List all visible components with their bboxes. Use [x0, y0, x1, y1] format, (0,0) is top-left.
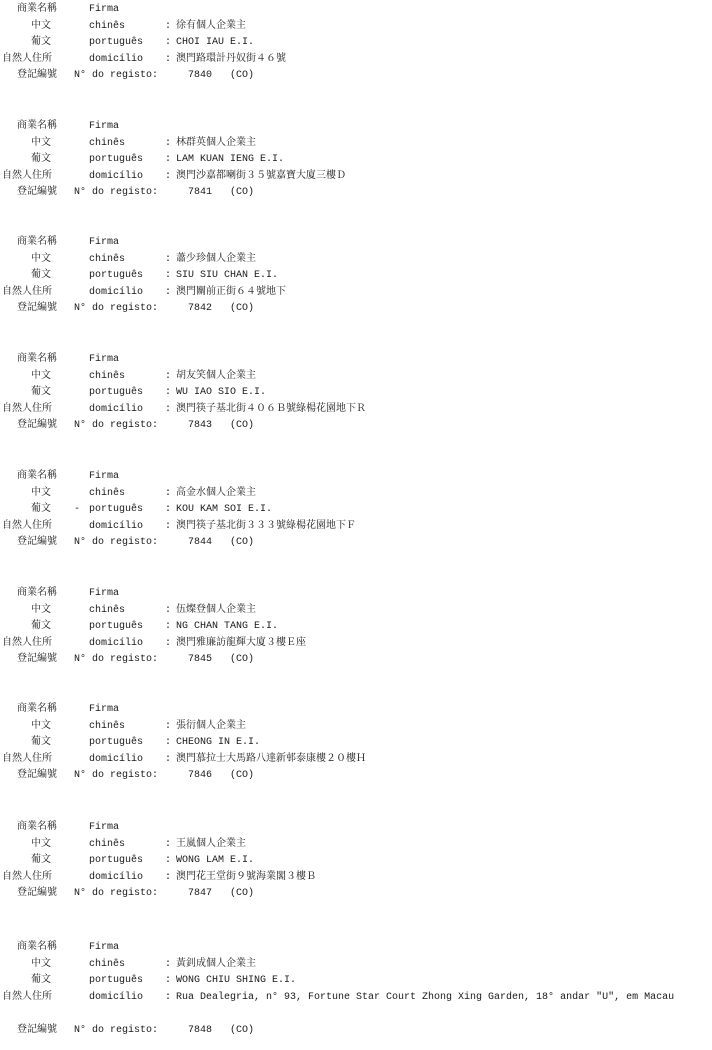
- chines-label-pt: chinês: [89, 137, 126, 149]
- colon: :: [165, 621, 172, 633]
- firma-label-pt: Firma: [89, 822, 120, 833]
- chinese-name-value: 徐有個人企業主: [176, 20, 246, 32]
- portuguese-name-row: [0, 35, 712, 52]
- registo-label-pt: N° do registo:: [74, 537, 159, 549]
- firma-label-zh: 商業名稱: [17, 704, 57, 715]
- reg-code: (CO): [230, 888, 255, 900]
- reg-number: 7847: [188, 888, 213, 900]
- firma-row: [0, 586, 712, 603]
- portuguese-name-row: [0, 735, 712, 752]
- registo-label-pt: N° do registo:: [74, 187, 159, 199]
- colon: :: [165, 753, 172, 765]
- registo-label-zh: 登記編號: [17, 770, 57, 782]
- registry-record: [0, 469, 712, 552]
- domicile-value: 澳門關前正街６４號地下: [176, 286, 286, 298]
- registo-label-zh: 登記編號: [17, 303, 57, 315]
- domicile-value: 澳門雅廉訪龍輝大廈３樓Ｅ座: [176, 637, 306, 649]
- registo-label-zh: 登記編號: [17, 537, 57, 549]
- chinese-name-row: [0, 19, 712, 36]
- domicilio-label-zh: 自然人住所: [2, 403, 52, 415]
- registo-label-pt: N° do registo:: [74, 420, 159, 432]
- firma-label-pt: Firma: [89, 4, 120, 15]
- portugues-label-pt: português: [89, 621, 144, 633]
- firma-label-pt: Firma: [89, 121, 120, 132]
- colon: :: [165, 270, 172, 282]
- domicilio-label-pt: domicílio: [89, 991, 144, 1003]
- portugues-label-zh: 葡文: [31, 855, 51, 867]
- chinese-name-value: 張衍個人企業主: [176, 720, 246, 732]
- chinese-name-row: [0, 603, 712, 620]
- registry-record: [0, 235, 712, 318]
- chinese-name-row: [0, 837, 712, 854]
- firma-row: [0, 820, 712, 837]
- chines-label-zh: 中文: [31, 958, 51, 970]
- portuguese-name-value: LAM KUAN IENG E.I.: [176, 154, 285, 166]
- firma-row: [0, 469, 712, 486]
- firma-label-zh: 商業名稱: [17, 237, 57, 248]
- chinese-name-value: 王嵐個人企業主: [176, 838, 246, 850]
- reg-number: 7844: [188, 537, 213, 549]
- domicile-row: [0, 636, 712, 653]
- colon: :: [165, 871, 172, 883]
- chinese-name-value: 高金水個人企業主: [176, 487, 256, 499]
- domicilio-label-pt: domicílio: [89, 520, 144, 532]
- chinese-name-row: [0, 719, 712, 736]
- domicile-value: 澳門筷子基北街３３３號綠楊花園地下Ｆ: [176, 520, 356, 532]
- firma-row: [0, 235, 712, 252]
- domicilio-label-pt: domicílio: [89, 637, 144, 649]
- firma-label-zh: 商業名稱: [17, 4, 57, 15]
- domicilio-label-pt: domicílio: [89, 403, 144, 415]
- domicilio-label-zh: 自然人住所: [2, 991, 52, 1003]
- firma-label-pt: Firma: [89, 942, 120, 953]
- domicilio-label-zh: 自然人住所: [2, 871, 52, 883]
- firma-row: [0, 352, 712, 369]
- registo-row: [0, 652, 712, 669]
- registo-label-pt: N° do registo:: [74, 888, 159, 900]
- colon: :: [165, 838, 172, 850]
- chinese-name-value: 胡友笑個人企業主: [176, 370, 256, 382]
- chines-label-pt: chinês: [89, 20, 126, 32]
- chines-label-zh: 中文: [31, 20, 51, 32]
- portuguese-name-value: WONG CHIU SHING E.I.: [176, 975, 297, 987]
- colon: :: [165, 487, 172, 499]
- registry-record: [0, 586, 712, 669]
- reg-code: (CO): [230, 537, 255, 549]
- domicilio-label-zh: 自然人住所: [2, 286, 52, 298]
- colon: :: [165, 637, 172, 649]
- domicilio-label-zh: 自然人住所: [2, 520, 52, 532]
- domicile-value: 澳門沙嘉都喇街３５號嘉寶大廈三樓Ｄ: [176, 170, 346, 182]
- portuguese-name-row: [0, 268, 712, 285]
- registo-label-pt: N° do registo:: [74, 303, 159, 315]
- reg-number: 7842: [188, 303, 213, 315]
- firma-label-zh: 商業名稱: [17, 121, 57, 132]
- registry-record: [0, 119, 712, 202]
- domicile-value: 澳門路環計丹奴街４６號: [176, 53, 286, 65]
- portuguese-name-value: CHEONG IN E.I.: [176, 737, 261, 749]
- firma-row: [0, 119, 712, 136]
- portuguese-name-row: [0, 619, 712, 636]
- portuguese-name-value: WU IAO SIO E.I.: [176, 387, 267, 399]
- registo-label-zh: 登記編號: [17, 187, 57, 199]
- colon: :: [165, 37, 172, 49]
- portugues-label-pt: português: [89, 37, 144, 49]
- domicile-row: [0, 169, 712, 186]
- registo-row: [0, 535, 712, 552]
- firma-label-pt: Firma: [89, 237, 120, 248]
- portugues-label-pt: português: [89, 154, 144, 166]
- colon: :: [165, 504, 172, 516]
- reg-number: 7846: [188, 770, 213, 782]
- registo-label-zh: 登記編號: [17, 420, 57, 432]
- reg-code: (CO): [230, 70, 255, 82]
- chinese-name-row: [0, 486, 712, 503]
- colon: :: [165, 20, 172, 32]
- chines-label-pt: chinês: [89, 487, 126, 499]
- portuguese-name-row: [0, 973, 712, 990]
- firma-row: [0, 940, 712, 957]
- reg-code: (CO): [230, 303, 255, 315]
- reg-number: 7845: [188, 654, 213, 666]
- registo-row: [0, 886, 712, 903]
- chinese-name-value: 黃釗成個人企業主: [176, 958, 256, 970]
- portugues-label-zh: 葡文: [31, 154, 51, 166]
- registry-record: [0, 2, 712, 85]
- domicilio-label-zh: 自然人住所: [2, 637, 52, 649]
- chinese-name-value: 蕭少珍個人企業主: [176, 253, 256, 265]
- registo-label-zh: 登記編號: [17, 1024, 57, 1036]
- reg-number: 7848: [188, 1024, 213, 1036]
- registo-label-zh: 登記編號: [17, 654, 57, 666]
- colon: :: [165, 170, 172, 182]
- portugues-label-pt: português: [89, 855, 144, 867]
- chines-label-zh: 中文: [31, 253, 51, 265]
- registry-record: [0, 820, 712, 903]
- domicile-row: [0, 752, 712, 769]
- registo-row: [0, 768, 712, 785]
- firma-label-zh: 商業名稱: [17, 942, 57, 953]
- reg-code: (CO): [230, 1024, 255, 1036]
- chines-label-zh: 中文: [31, 370, 51, 382]
- registo-row: [0, 68, 712, 85]
- chinese-name-row: [0, 957, 712, 974]
- chinese-name-value: 伍燦登個人企業主: [176, 604, 256, 616]
- domicile-row: [0, 402, 712, 419]
- domicile-value: 澳門慕拉士大馬路八達新邨泰康樓２０樓Ｈ: [176, 753, 366, 765]
- chines-label-pt: chinês: [89, 370, 126, 382]
- colon: :: [165, 53, 172, 65]
- reg-number: 7840: [188, 70, 213, 82]
- chines-label-pt: chinês: [89, 958, 126, 970]
- chines-label-zh: 中文: [31, 604, 51, 616]
- chinese-name-row: [0, 369, 712, 386]
- registo-label-pt: N° do registo:: [74, 1024, 159, 1036]
- domicile-row: [0, 990, 712, 1023]
- portuguese-name-row: [0, 385, 712, 402]
- registry-record: [0, 940, 712, 1040]
- chines-label-pt: chinês: [89, 604, 126, 616]
- firma-label-zh: 商業名稱: [17, 471, 57, 482]
- colon: :: [165, 286, 172, 298]
- portugues-label-pt: português: [89, 270, 144, 282]
- domicile-value: 澳門花王堂街９號海業閣３樓Ｂ: [176, 871, 316, 883]
- reg-code: (CO): [230, 770, 255, 782]
- colon: :: [165, 370, 172, 382]
- chines-label-zh: 中文: [31, 137, 51, 149]
- registo-label-zh: 登記編號: [17, 70, 57, 82]
- chines-label-pt: chinês: [89, 253, 126, 265]
- registo-row: [0, 418, 712, 435]
- portugues-label-zh: 葡文: [31, 270, 51, 282]
- registry-record: [0, 702, 712, 785]
- registo-label-zh: 登記編號: [17, 888, 57, 900]
- colon: :: [165, 253, 172, 265]
- portuguese-name-row: [0, 853, 712, 870]
- chines-label-pt: chinês: [89, 838, 126, 850]
- domicile-value: 澳門筷子基北街４０６Ｂ號綠楊花園地下Ｒ: [176, 403, 366, 415]
- portuguese-name-row: [0, 502, 712, 519]
- domicilio-label-pt: domicílio: [89, 753, 144, 765]
- domicilio-label-pt: domicílio: [89, 871, 144, 883]
- domicilio-label-pt: domicílio: [89, 170, 144, 182]
- colon: :: [165, 720, 172, 732]
- registo-row: [0, 1023, 712, 1040]
- registo-label-pt: N° do registo:: [74, 770, 159, 782]
- firma-label-zh: 商業名稱: [17, 822, 57, 833]
- chines-label-zh: 中文: [31, 487, 51, 499]
- domicile-row: [0, 52, 712, 69]
- firma-label-pt: Firma: [89, 354, 120, 365]
- domicile-row: [0, 870, 712, 887]
- domicile-value: Rua Dealegria, n° 93, Fortune Star Court Zhong Xing Garden, 18° andar "U", em Macau: [176, 991, 675, 1003]
- chines-label-zh: 中文: [31, 720, 51, 732]
- reg-code: (CO): [230, 420, 255, 432]
- portugues-label-pt: português: [89, 737, 144, 749]
- portugues-label-pt: português: [89, 504, 144, 516]
- reg-code: (CO): [230, 654, 255, 666]
- firma-label-pt: Firma: [89, 704, 120, 715]
- firma-label-zh: 商業名稱: [17, 354, 57, 365]
- portuguese-name-value: NG CHAN TANG E.I.: [176, 621, 279, 633]
- registry-record: [0, 352, 712, 435]
- reg-code: (CO): [230, 187, 255, 199]
- colon: :: [165, 403, 172, 415]
- domicilio-label-zh: 自然人住所: [2, 53, 52, 65]
- registo-label-pt: N° do registo:: [74, 654, 159, 666]
- domicile-row: [0, 285, 712, 302]
- firma-label-pt: Firma: [89, 471, 120, 482]
- domicilio-label-pt: domicílio: [89, 53, 144, 65]
- colon: :: [165, 604, 172, 616]
- colon: :: [165, 137, 172, 149]
- chinese-name-row: [0, 252, 712, 269]
- domicile-row: [0, 519, 712, 536]
- colon: :: [165, 991, 172, 1003]
- portugues-label-pt: português: [89, 975, 144, 987]
- colon: :: [165, 958, 172, 970]
- registo-label-pt: N° do registo:: [74, 70, 159, 82]
- reg-number: 7843: [188, 420, 213, 432]
- registo-row: [0, 185, 712, 202]
- colon: :: [165, 520, 172, 532]
- chines-label-zh: 中文: [31, 838, 51, 850]
- stray-dash: -: [74, 504, 81, 516]
- chines-label-pt: chinês: [89, 720, 126, 732]
- domicilio-label-zh: 自然人住所: [2, 170, 52, 182]
- firma-label-zh: 商業名稱: [17, 588, 57, 599]
- colon: :: [165, 154, 172, 166]
- portugues-label-zh: 葡文: [31, 387, 51, 399]
- portuguese-name-value: SIU SIU CHAN E.I.: [176, 270, 279, 282]
- chinese-name-value: 林群英個人企業主: [176, 137, 256, 149]
- portugues-label-zh: 葡文: [31, 737, 51, 749]
- portuguese-name-value: WONG LAM E.I.: [176, 855, 255, 867]
- portugues-label-zh: 葡文: [31, 621, 51, 633]
- colon: :: [165, 975, 172, 987]
- chinese-name-row: [0, 136, 712, 153]
- firma-row: [0, 2, 712, 19]
- portugues-label-pt: português: [89, 387, 144, 399]
- portuguese-name-row: [0, 152, 712, 169]
- firma-row: [0, 702, 712, 719]
- registo-row: [0, 301, 712, 318]
- portuguese-name-value: KOU KAM SOI E.I.: [176, 504, 273, 516]
- colon: :: [165, 387, 172, 399]
- portugues-label-zh: 葡文: [31, 37, 51, 49]
- colon: :: [165, 855, 172, 867]
- portugues-label-zh: 葡文: [31, 504, 51, 516]
- portugues-label-zh: 葡文: [31, 975, 51, 987]
- domicilio-label-pt: domicílio: [89, 286, 144, 298]
- colon: :: [165, 737, 172, 749]
- firma-label-pt: Firma: [89, 588, 120, 599]
- domicilio-label-zh: 自然人住所: [2, 753, 52, 765]
- portuguese-name-value: CHOI IAU E.I.: [176, 37, 255, 49]
- reg-number: 7841: [188, 187, 213, 199]
